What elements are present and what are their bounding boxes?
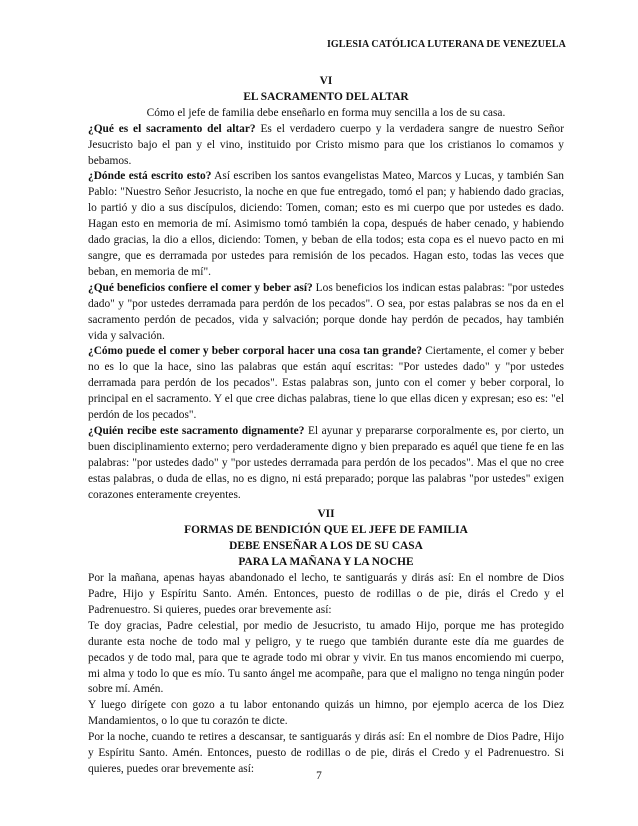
section-7-title-line: PARA LA MAÑANA Y LA NOCHE — [238, 556, 414, 569]
question: ¿Qué es el sacramento del altar? — [88, 122, 256, 135]
answer: Así escriben los santos evangelistas Mateo, Marcos y Lucas, y también San Pablo: "Nuestro Señor Jesucristo, la noche en que fue entregado, tomó el pan; y habiendo dado gracias, lo partió y dio a sus discípulos, diciendo: Tomen, coman; esto es mi cuerpo que por ustedes es dado. Hagan esto en memoria de mí. Asimismo tomó también la copa, después de haber cenado, y habiendo dado gracias, la dio a ellos, diciendo: Tomen, y beban de ella todos; esta copa es el nuevo pacto en mi sangre, que es derramada por ustedes para remisión de los pecados. Hagan esto, todas las veces que beban, en memoria de mí". — [88, 170, 564, 278]
answer: Es el verdadero cuerpo y la verdadera sangre de nuestro Señor Jesucristo bajo el pan y el vino, instituido por Cristo mismo para que los cristianos lo comamos y bebamos. — [88, 122, 565, 167]
qa-paragraph — [88, 122, 564, 170]
section-6-title: EL SACRAMENTO DEL ALTAR — [243, 90, 409, 103]
running-header: IGLESIA CATÓLICA LUTERANA DE VENEZUELA — [326, 39, 566, 50]
section-6-intro: Cómo el jefe de familia debe enseñarlo en forma muy sencilla a los de su casa. — [146, 106, 506, 119]
body-paragraph: Te doy gracias, Padre celestial, por medio de Jesucristo, tu amado Hijo, porque me has protegido durante esta noche de todo mal y peligro, y te ruego que también durante este día me guardes de pecados y de todo mal, para que te agrade todo mi obrar y vivir. En tus manos encomiendo mi cuerpo, mi alma y todo lo que es mío. Tu santo ángel me acompañe, para que el maligno no tenga ningún poder sobre mí. Amén. — [88, 619, 564, 696]
body-paragraph: Por la noche, cuando te retires a descansar, te santiguarás y dirás así: En el nombre de Dios Padre, Hijo y Espíritu Santo. Amén. Entonces, puesto de rodillas o de pie, dirás el Credo y el Padrenuestro. Si quieres, puedes orar brevemente así: — [88, 731, 564, 775]
qa-paragraph — [88, 424, 564, 504]
answer: El ayunar y prepararse corporalmente es, por cierto, un buen disciplinamiento externo; pero verdaderamente digno y bien preparado es aquél que tiene fe en las palabras: "por ustedes dado" y "por ustedes derramada para perdón de los pecados". Mas el que no cree estas palabras, o duda de ellas, no es digno, ni está preparado; porque las palabras "por ustedes" exigen corazones enteramente creyentes. — [88, 424, 564, 501]
page-number: 7 — [316, 770, 322, 782]
section-6-number: VI — [319, 75, 333, 87]
qa-paragraph — [88, 344, 564, 424]
question: ¿Cómo puede el comer y beber corporal hacer una cosa tan grande? — [88, 345, 423, 358]
body-paragraph: Por la mañana, apenas hayas abandonado el lecho, te santiguarás y dirás así: En el nombre de Dios Padre, Hijo y Espíritu Santo. Amén. Entonces, puesto de rodillas o de pie, dirás el Credo y el Padrenuestro. Si quieres, puedes orar brevemente así: — [88, 572, 564, 616]
section-7-title-line: FORMAS DE BENDICIÓN QUE EL JEFE DE FAMILIA — [184, 524, 468, 537]
question: ¿Qué beneficios confiere el comer y beber así? — [88, 281, 313, 294]
qa-paragraph — [88, 281, 564, 345]
question: ¿Dónde está escrito esto? — [88, 170, 212, 183]
answer: Los beneficios los indican estas palabras: "por ustedes dado" y "por ustedes derramada para perdón de los pecados". O sea, por estas palabras se nos da en el sacramento perdón de pecados, vida y salvación; porque donde hay perdón de pecados, hay también vida y salvación. — [88, 281, 564, 342]
answer: Ciertamente, el comer y beber no es lo que la hace, sino las palabras que están aquí escritas: "Por ustedes dado" y "por ustedes derramada para perdón de los pecados". Estas palabras son, junto con el comer y beber corporal, lo principal en el sacramento. Y el que cree dichas palabras, tiene lo que ellas dicen y expresan; eso es: "el perdón de los pecados". — [88, 345, 564, 422]
section-7-number: VII — [317, 508, 335, 521]
section-7-title-line: DEBE ENSEÑAR A LOS DE SU CASA — [229, 540, 423, 553]
qa-paragraph — [88, 169, 564, 280]
body-paragraph: Y luego dirígete con gozo a tu labor entonando quizás un himno, por ejemplo acerca de los Diez Mandamientos, o lo que tu corazón te dicte. — [88, 699, 564, 728]
page-body — [88, 74, 564, 778]
question: ¿Quién recibe este sacramento dignamente? — [88, 424, 305, 437]
